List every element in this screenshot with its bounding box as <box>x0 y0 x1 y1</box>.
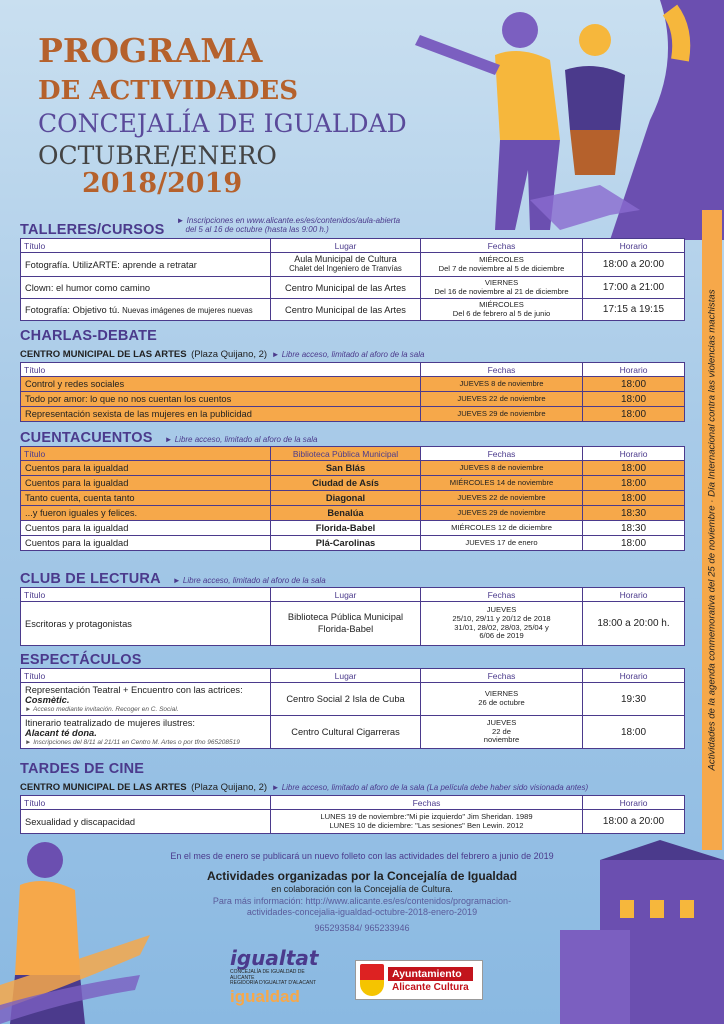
cell-obra: Alacant té dona. <box>25 728 97 739</box>
footer-info <box>0 896 724 918</box>
cell-horario: 18:00 <box>583 716 685 749</box>
cell-horario: 17:00 a 21:00 <box>583 277 685 299</box>
col-fechas: Fechas <box>421 669 583 683</box>
cell-horario: 18:30 <box>583 521 685 536</box>
table-row <box>21 392 685 407</box>
col-titulo: Título <box>21 588 271 602</box>
table-row <box>21 521 685 536</box>
col-horario: Horario <box>583 588 685 602</box>
table-row <box>21 602 685 646</box>
footer-notice: En el mes de enero se publicará un nuevo folleto con las actividades del febrero a junio de 2019 <box>170 851 554 861</box>
section-espectaculos <box>20 652 684 749</box>
cell-horario: 18:00 a 20:00 <box>583 810 685 834</box>
cell-lugar: Centro Municipal de las Artes <box>271 277 421 299</box>
cell-titulo: Sexualidad y discapacidad <box>21 810 271 834</box>
cell-horario: 18:00 <box>583 392 685 407</box>
cell-biblioteca: San Blás <box>271 461 421 476</box>
cell-titulo: Fotografía. UtilizARTE: aprende a retratar <box>21 253 271 277</box>
logo-cultura-text: Alicante Cultura <box>392 981 469 993</box>
logo-small1: CONCEJALÍA DE IGUALDAD DE ALICANTE <box>230 969 305 981</box>
col-titulo: Título <box>21 796 271 810</box>
col-titulo: Título <box>21 669 271 683</box>
cell-fecha: LUNES 19 de noviembre:"Mi pie izquierdo" Jim Sheridan. 1989 <box>320 811 533 821</box>
cell-fecha: JUEVES 8 de noviembre <box>421 461 583 476</box>
cell-fecha: JUEVES 29 de noviembre <box>421 407 583 422</box>
cell-titulo: Cuentos para la igualdad <box>21 461 271 476</box>
cell-fecha: JUEVES 22 de noviembre <box>421 392 583 407</box>
cell-lugar: Centro Municipal de las Artes <box>271 299 421 321</box>
espectaculos-table <box>20 668 685 749</box>
talleres-note1: ► Inscripciones en www.alicante.es/es/contenidos/aula-abierta <box>176 216 401 225</box>
col-biblioteca: Biblioteca Pública Municipal <box>271 447 421 461</box>
charlas-venue: CENTRO MUNICIPAL DE LAS ARTES <box>20 349 187 360</box>
section-charlas <box>20 328 684 422</box>
col-fechas: Fechas <box>421 239 583 253</box>
cell-lugar: Aula Municipal de Cultura <box>294 254 397 265</box>
charlas-table <box>20 362 685 422</box>
col-titulo: Título <box>21 363 421 377</box>
charlas-title: CHARLAS-DEBATE <box>20 328 158 344</box>
cell-lugar-sub: Florida-Babel <box>317 623 374 634</box>
table-row <box>21 461 685 476</box>
cell-fecha: Del 7 de noviembre al 5 de diciembre <box>438 263 565 273</box>
col-horario: Horario <box>583 796 685 810</box>
table-row <box>21 506 685 521</box>
footer-phones: 965293584/ 965233946 <box>314 923 410 933</box>
table-row <box>21 491 685 506</box>
cell-dia: MIÉRCOLES <box>479 299 524 309</box>
cell-fecha: 22 de <box>491 726 511 736</box>
section-cine <box>20 761 684 834</box>
talleres-note2: del 5 al 16 de octubre (hasta las 9:00 h.) <box>185 225 329 235</box>
cell-fecha: 6/06 de 2019 <box>479 631 524 641</box>
cell-titulo: ...y fueron iguales y felices. <box>21 506 271 521</box>
charlas-note: ► Libre acceso, limitado al aforo de la sala <box>271 350 425 359</box>
table-row <box>21 536 685 551</box>
talleres-table <box>20 238 685 321</box>
logo-igualtat-text: igualtat <box>230 946 319 970</box>
cell-lugar: Biblioteca Pública Municipal <box>287 612 404 623</box>
cell-dia: VIERNES <box>484 689 519 699</box>
col-horario: Horario <box>583 447 685 461</box>
cell-nota: ► Inscripciones del 8/11 al 21/11 en Centro M. Artes o por tfno 965208519 <box>25 738 240 746</box>
cell-dia: MIÉRCOLES <box>479 254 524 264</box>
cell-titulo: Cuentos para la igualdad <box>21 476 271 491</box>
cuentacuentos-title: CUENTACUENTOS <box>20 430 153 446</box>
cuentacuentos-table <box>20 446 685 551</box>
cell-titulo: Control y redes sociales <box>21 377 421 392</box>
title-programa: PROGRAMA <box>38 31 263 70</box>
cell-horario: 18:00 <box>583 476 685 491</box>
table-row <box>21 810 685 834</box>
cine-title: TARDES DE CINE <box>20 761 145 777</box>
section-cuentacuentos <box>20 430 684 551</box>
cell-fecha: 25/10, 29/11 y 20/12 de 2018 <box>452 613 551 623</box>
cell-dia: VIERNES <box>484 277 519 287</box>
table-row <box>21 299 685 321</box>
col-lugar: Lugar <box>271 239 421 253</box>
cell-biblioteca: Florida-Babel <box>271 521 421 536</box>
col-lugar: Lugar <box>271 669 421 683</box>
cell-fecha: noviembre <box>483 735 520 745</box>
cell-biblioteca: Diagonal <box>271 491 421 506</box>
cell-biblioteca: Ciudad de Asís <box>271 476 421 491</box>
table-row <box>21 476 685 491</box>
col-horario: Horario <box>583 239 685 253</box>
footer-url2[interactable]: actividades-concejalia-igualdad-octubre-2018-enero-2019 <box>246 906 478 917</box>
cell-obra: Cosmètic. <box>25 695 70 706</box>
cell-horario: 18:00 a 20:00 h. <box>583 602 685 646</box>
cell-lugar-sub: Chalet del Ingeniero de Tranvías <box>289 264 402 274</box>
title-year: 2018/2019 <box>82 168 243 199</box>
cell-dia: JUEVES <box>486 717 517 727</box>
club-title: CLUB DE LECTURA <box>20 571 161 587</box>
cell-titulo: Representación sexista de las mujeres en la publicidad <box>21 407 421 422</box>
cuentacuentos-note: ► Libre acceso, limitado al aforo de la sala <box>164 435 318 444</box>
logo-ayuntamiento-text: Ayuntamiento <box>388 967 473 981</box>
cine-note: ► Libre acceso, limitado al aforo de la sala (La película debe haber sido visionada antes) <box>271 783 589 792</box>
table-row <box>21 377 685 392</box>
cell-horario: 18:00 <box>583 536 685 551</box>
cell-fecha: MIÉRCOLES 14 de noviembre <box>421 476 583 491</box>
logo-igualdad-text: igualdad <box>230 986 300 1006</box>
footer-collab: en colaboración con la Concejalía de Cultura. <box>271 884 453 894</box>
table-row <box>21 407 685 422</box>
cell-fecha: Del 16 de noviembre al 21 de diciembre <box>434 286 569 296</box>
cell-nota: ► Acceso mediante invitación. Recoger en C. Social. <box>25 705 179 713</box>
cell-titulo: Fotografía: Objetivo tú. <box>25 304 120 315</box>
col-fechas: Fechas <box>421 588 583 602</box>
cell-horario: 18:00 <box>583 377 685 392</box>
cell-titulo: Itinerario teatralizado de mujeres ilustres: <box>25 717 196 728</box>
cell-horario: 18:00 a 20:00 <box>583 253 685 277</box>
cell-horario: 18:00 <box>583 491 685 506</box>
cell-titulo: Clown: el humor como camino <box>21 277 271 299</box>
cine-table <box>20 795 685 834</box>
section-club <box>20 571 684 646</box>
ayuntamiento-logo <box>355 960 483 1000</box>
cell-horario: 18:00 <box>583 461 685 476</box>
cell-titulo: Escritoras y protagonistas <box>21 602 271 646</box>
cell-fecha: 31/01, 28/02, 28/03, 25/04 y <box>454 622 549 632</box>
cell-fecha: JUEVES 29 de noviembre <box>421 506 583 521</box>
cine-venue: CENTRO MUNICIPAL DE LAS ARTES <box>20 782 187 793</box>
charlas-address: (Plaza Quijano, 2) <box>191 349 268 360</box>
col-fechas: Fechas <box>421 363 583 377</box>
section-talleres <box>20 216 684 321</box>
cell-fecha: MIÉRCOLES 12 de diciembre <box>421 521 583 536</box>
table-row <box>21 277 685 299</box>
footer-organizer: Actividades organizadas por la Concejalía de Igualdad <box>206 869 518 883</box>
cell-horario: 17:15 a 19:15 <box>583 299 685 321</box>
col-lugar: Lugar <box>271 588 421 602</box>
table-row <box>21 253 685 277</box>
club-table <box>20 587 685 646</box>
cell-dia: JUEVES <box>486 605 517 615</box>
cell-horario: 18:30 <box>583 506 685 521</box>
cell-fecha: JUEVES 22 de noviembre <box>421 491 583 506</box>
cell-biblioteca: Plá-Carolinas <box>271 536 421 551</box>
cell-titulo-sub: Nuevas imágenes de mujeres nuevas <box>122 305 253 315</box>
cell-fecha: Del 6 de febrero al 5 de junio <box>452 308 551 318</box>
cine-address: (Plaza Quijano, 2) <box>191 782 268 793</box>
cell-fecha: 26 de octubre <box>478 698 525 707</box>
title-actividades: DE ACTIVIDADES <box>38 76 298 106</box>
cell-titulo: Cuentos para la igualdad <box>21 536 271 551</box>
cell-fecha: JUEVES 17 de enero <box>421 536 583 551</box>
cell-titulo: Tanto cuenta, cuenta tanto <box>21 491 271 506</box>
title-periodo: OCTUBRE/ENERO <box>38 141 277 170</box>
cell-titulo: Todo por amor: lo que no nos cuentan los cuentos <box>21 392 421 407</box>
crest-icon <box>360 964 384 996</box>
col-titulo: Título <box>21 447 271 461</box>
club-note: ► Libre acceso, limitado al aforo de la sala <box>172 576 326 585</box>
col-horario: Horario <box>583 669 685 683</box>
side-text: Actividades de la agenda conmemorativa del 25 de noviembre · Día Internacional contra las violencias machistas <box>706 289 718 771</box>
cell-lugar: Centro Social 2 Isla de Cuba <box>271 683 421 716</box>
cell-fecha: LUNES 10 de diciembre: "Las sesiones" Ben Lewin. 2012 <box>329 820 524 830</box>
cell-horario: 19:30 <box>583 683 685 716</box>
talleres-title: TALLERES/CURSOS <box>20 222 165 238</box>
cell-biblioteca: Benalúa <box>271 506 421 521</box>
cell-titulo: Representación Teatral + Encuentro con las actrices: <box>25 684 243 695</box>
col-fechas: Fechas <box>271 796 583 810</box>
cell-fecha: JUEVES 8 de noviembre <box>421 377 583 392</box>
table-row <box>21 683 685 716</box>
footer-url1[interactable]: Para más información: http://www.alicante.es/es/contenidos/programacion- <box>212 896 512 906</box>
cell-horario: 18:00 <box>583 407 685 422</box>
cell-lugar: Centro Cultural Cigarreras <box>271 716 421 749</box>
igualtat-logo <box>230 946 320 1007</box>
title-concejalia: CONCEJALÍA DE IGUALDAD <box>38 109 407 138</box>
col-titulo: Título <box>21 239 271 253</box>
cell-titulo: Cuentos para la igualdad <box>21 521 271 536</box>
people-illustration <box>410 0 724 240</box>
col-horario: Horario <box>583 363 685 377</box>
table-row <box>21 716 685 749</box>
espectaculos-title: ESPECTÁCULOS <box>20 652 142 668</box>
col-fechas: Fechas <box>421 447 583 461</box>
logo-small2: REGIDORIA D'IGUALTAT D'ALACANT <box>230 980 316 986</box>
